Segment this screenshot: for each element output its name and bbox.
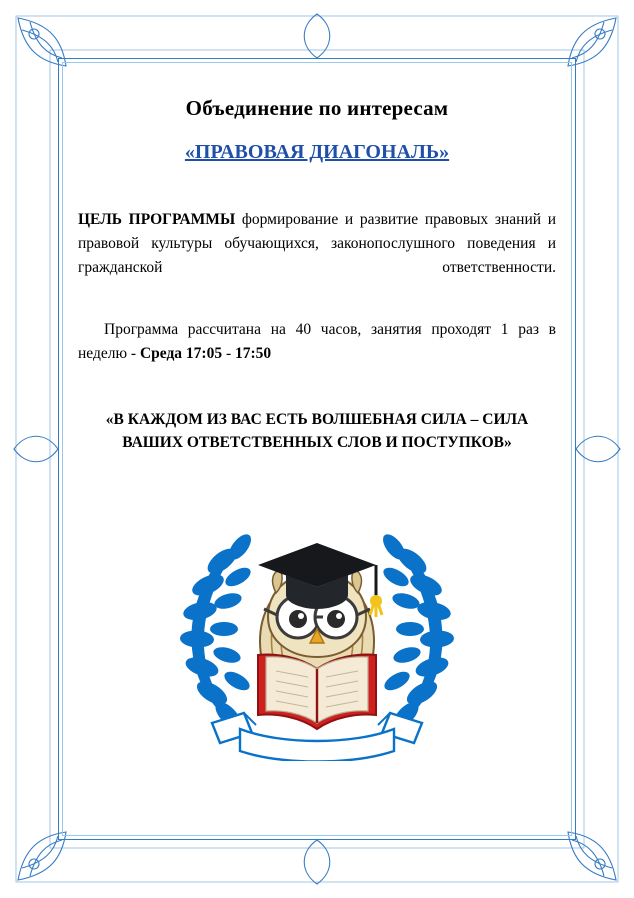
laurel-wreath-left-icon (180, 530, 256, 732)
laurel-wreath-right-icon (379, 530, 455, 732)
schedule-dash: - (222, 345, 236, 363)
ornamental-border-bottom (0, 44, 634, 88)
schedule-text-part1: Программа рассчитана на 40 часов, занятия проходят 1 раз в неделю - (78, 321, 556, 363)
schedule-paragraph (78, 318, 556, 366)
ornamental-border-top (0, 0, 634, 44)
motto-quote: «В КАЖДОМ ИЗ ВАС ЕСТЬ ВОЛШЕБНАЯ СИЛА – СИЛА ВАШИХ ОТВЕТСТВЕННЫХ СЛОВ И ПОСТУПКОВ» (105, 411, 529, 452)
schedule-end-time: 17:50 (235, 345, 272, 363)
page-title: Объединение по интересам (185, 96, 449, 120)
goal-paragraph (78, 208, 556, 280)
program-name-title: «ПРАВОВАЯ ДИАГОНАЛЬ» (184, 141, 450, 163)
emblem-container (78, 489, 556, 761)
schedule-day-time: Среда 17:05 (139, 345, 223, 363)
goal-text: формирование и развитие правовых знаний и правовой культуры обучающихся, законопослушного поведения и гражданской ответственности. (78, 211, 556, 277)
goal-label: ЦЕЛЬ ПРОГРАММЫ (78, 211, 236, 228)
paragraph-spacer (78, 294, 556, 318)
owl-with-book-graduation-cap-emblem (152, 489, 482, 761)
poster-content (78, 96, 556, 761)
